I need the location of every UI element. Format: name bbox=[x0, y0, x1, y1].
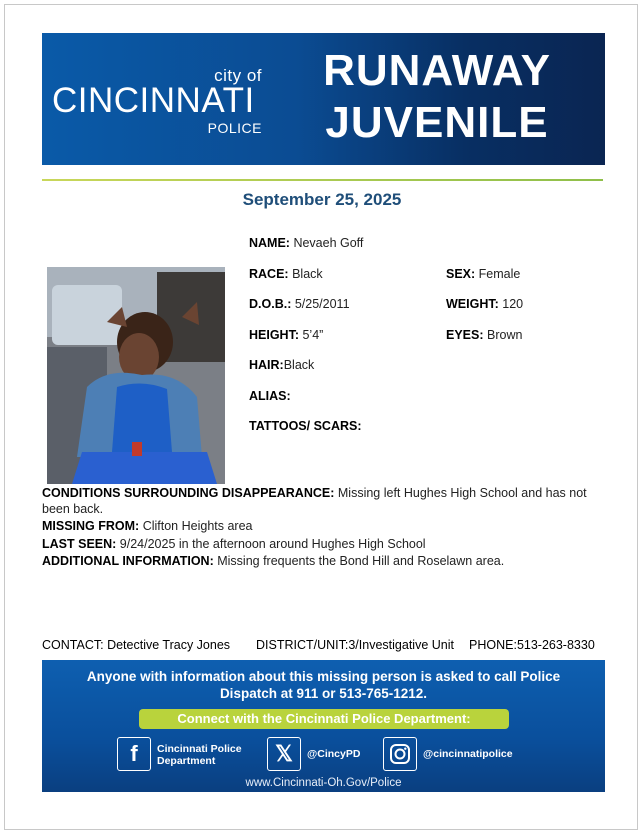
additional-value: Missing frequents the Bond Hill and Roselawn area. bbox=[217, 554, 505, 568]
phone-value: 513-263-8330 bbox=[516, 638, 595, 652]
phone-label: PHONE: bbox=[469, 638, 517, 652]
last-seen-line bbox=[42, 536, 602, 552]
conditions-paragraph bbox=[42, 485, 602, 517]
field-name bbox=[249, 236, 363, 250]
missing-from-label: MISSING FROM: bbox=[42, 519, 140, 533]
conditions-label: CONDITIONS SURROUNDING DISAPPEARANCE: bbox=[42, 486, 335, 500]
instagram-handle: @cincinnatipolice bbox=[423, 748, 513, 760]
hair-label: HAIR: bbox=[249, 358, 284, 372]
poster-title bbox=[292, 45, 582, 149]
name-label: NAME: bbox=[249, 236, 290, 250]
logo-police: POLICE bbox=[207, 120, 262, 136]
district-label: DISTRICT/UNIT: bbox=[256, 638, 349, 652]
race-label: RACE: bbox=[249, 267, 289, 281]
weight-value: 120 bbox=[502, 297, 524, 311]
field-alias bbox=[249, 389, 291, 403]
facebook-label bbox=[157, 743, 242, 767]
height-value: 5’4” bbox=[302, 328, 324, 342]
header-banner bbox=[42, 33, 605, 165]
logo-city-of: city of bbox=[214, 66, 262, 85]
missing-from-value: Clifton Heights area bbox=[142, 519, 253, 533]
contact-value: Detective Tracy Jones bbox=[107, 638, 231, 652]
race-value: Black bbox=[292, 267, 323, 281]
field-height bbox=[249, 328, 323, 342]
contact-district bbox=[256, 638, 454, 652]
facebook-link[interactable] bbox=[117, 737, 257, 773]
connect-banner: Connect with the Cincinnati Police Department: bbox=[139, 709, 509, 729]
district-value: 3/Investigative Unit bbox=[348, 638, 454, 652]
contact-phone bbox=[469, 638, 595, 652]
eyes-label: EYES: bbox=[446, 328, 484, 342]
facebook-label-line-1: Cincinnati Police bbox=[157, 743, 242, 755]
contact-label: CONTACT: bbox=[42, 638, 104, 652]
dob-value: 5/25/2011 bbox=[294, 297, 350, 311]
field-eyes bbox=[446, 328, 522, 342]
title-line-2: JUVENILE bbox=[325, 98, 549, 147]
facebook-label-line-2: Department bbox=[157, 755, 216, 767]
field-weight bbox=[446, 297, 523, 311]
missing-person-photo bbox=[47, 267, 225, 484]
tattoos-label: TATTOOS/ SCARS: bbox=[249, 419, 362, 433]
cincinnati-police-logo bbox=[52, 63, 262, 143]
name-value: Nevaeh Goff bbox=[293, 236, 364, 250]
field-tattoos bbox=[249, 419, 362, 433]
additional-label: ADDITIONAL INFORMATION: bbox=[42, 554, 214, 568]
last-seen-value: 9/24/2025 in the afternoon around Hughes High School bbox=[119, 537, 426, 551]
field-hair bbox=[249, 358, 314, 372]
poster-date: September 25, 2025 bbox=[242, 190, 402, 209]
logo-cincinnati: CINCINNATI bbox=[52, 81, 255, 120]
field-dob bbox=[249, 297, 350, 311]
x-link[interactable] bbox=[267, 737, 377, 773]
field-race bbox=[249, 267, 323, 281]
instagram-link[interactable] bbox=[383, 737, 543, 773]
hair-value: Black bbox=[283, 358, 315, 372]
footer-message bbox=[42, 668, 605, 702]
additional-info-line bbox=[42, 553, 602, 569]
footer-message-line-1: Anyone with information about this missing person is asked to call Police bbox=[86, 669, 561, 684]
title-line-1: RUNAWAY bbox=[323, 46, 551, 95]
weight-label: WEIGHT: bbox=[446, 297, 499, 311]
x-icon: 𝕏 bbox=[267, 737, 301, 771]
instagram-icon bbox=[383, 737, 417, 771]
footer-banner bbox=[42, 660, 605, 792]
dob-label: D.O.B.: bbox=[249, 297, 292, 311]
sex-value: Female bbox=[478, 267, 521, 281]
eyes-value: Brown bbox=[487, 328, 523, 342]
conditions-value: Missing left Hughes High School and has not been back. bbox=[42, 486, 587, 516]
missing-from-line bbox=[42, 518, 602, 534]
alias-label: ALIAS: bbox=[249, 389, 291, 403]
website-url[interactable]: www.Cincinnati-Oh.Gov/Police bbox=[245, 777, 402, 789]
divider-rule bbox=[42, 179, 603, 181]
last-seen-label: LAST SEEN: bbox=[42, 537, 117, 551]
field-sex bbox=[446, 267, 520, 281]
footer-message-line-2: Dispatch at 911 or 513-765-1212. bbox=[219, 686, 428, 701]
sex-label: SEX: bbox=[446, 267, 476, 281]
facebook-icon: f bbox=[117, 737, 151, 771]
height-label: HEIGHT: bbox=[249, 328, 299, 342]
x-handle: @CincyPD bbox=[307, 748, 361, 760]
contact-person bbox=[42, 638, 230, 652]
